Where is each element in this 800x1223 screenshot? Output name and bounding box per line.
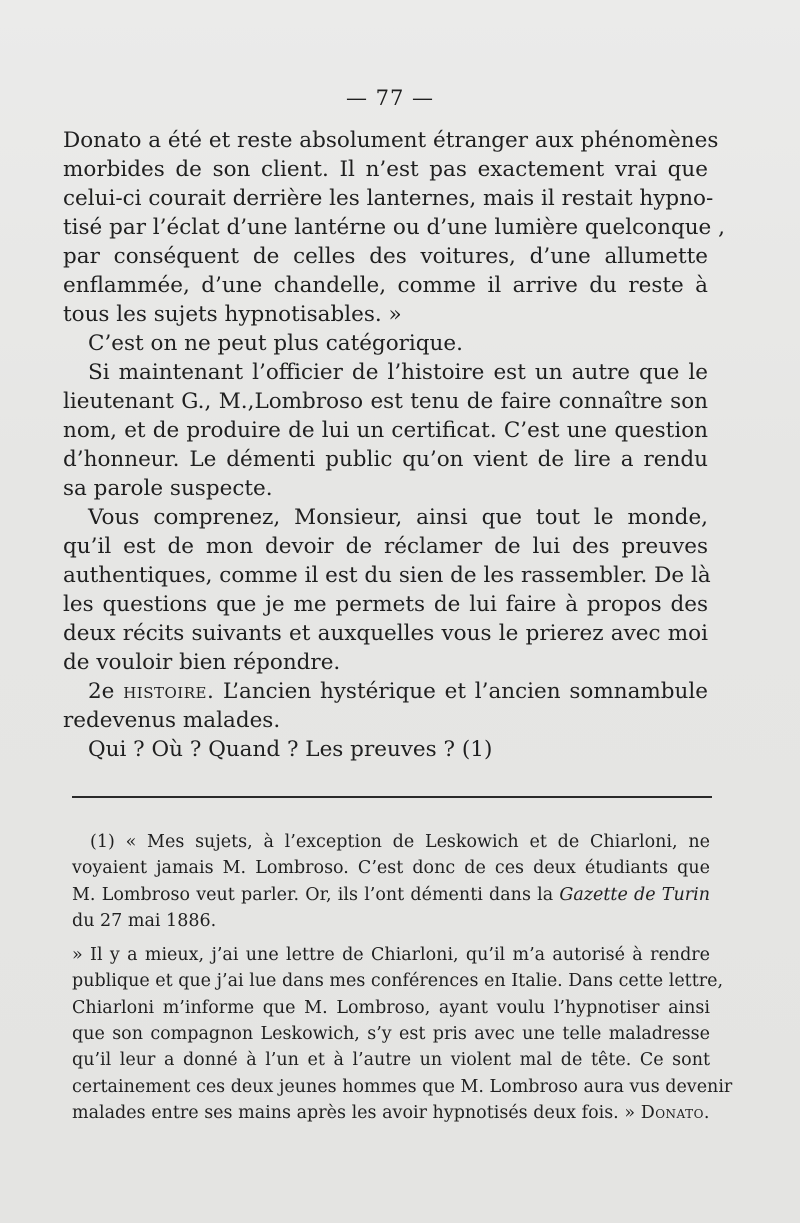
footnote-line [72,1100,710,1126]
text-line: tisé par l’éclat d’une lantérne ou d’une lumière quelconque , [63,215,725,240]
text-line: C’est on ne peut plus catégorique. [88,331,463,356]
signature: Donato. [640,1102,710,1123]
question-line: Qui ? Où ? Quand ? Les preuves ? (1) [88,737,493,762]
text-line: sa parole suspecte. [63,476,273,501]
page-number: — 77 — [345,86,435,110]
footnote-line-text: malades entre ses mains après les avoir hypnotisés deux fois. » [72,1102,636,1123]
text-line: authentiques, comme il est du sien de les rassembler. De là [63,563,711,588]
footnote-line: du 27 mai 1886. [72,910,217,931]
text-line: Donato a été et reste absolument étranger aux phénomènes [63,128,719,153]
gazette-title: Gazette de Turin [559,884,710,905]
text-line: nom, et de produire de lui un certificat. C’est une question [63,418,708,443]
footnote-line: Chiarloni m’informe que M. Lombroso, ayant voulu l’hypnotiser ainsi [72,997,710,1018]
text-line: les questions que je me permets de lui faire à propos des [63,592,708,617]
text-line: enflammée, d’une chandelle, comme il arrive du reste à [63,273,708,298]
text-line: tous les sujets hypnotisables. » [63,302,402,327]
text-line: celui-ci courait derrière les lanternes, mais il restait hypno- [63,186,714,211]
footnote [72,829,733,1126]
text-line: Si maintenant l’officier de l’histoire est un autre que le [88,360,708,385]
footnote-line: (1) « Mes sujets, à l’exception de Leskowich et de Chiarloni, ne [90,832,710,852]
text-line: d’honneur. Le démenti public qu’on vient de lire a rendu [63,447,708,472]
footnote-line: voyaient jamais M. Lombroso. C’est donc de ces deux étudiants que [72,858,710,879]
text-line: Vous comprenez, Monsieur, ainsi que tout le monde, [88,505,708,530]
footnote-separator [72,796,712,798]
text-line: deux récits suivants et auxquelles vous le prierez avec moi [63,621,708,646]
histoire-heading-line [63,677,708,706]
footnote-line [72,882,710,908]
histoire-number: 2e [88,679,115,704]
text-line: redevenus malades. [63,708,281,733]
main-text [63,126,725,764]
text-line: par conséquent de celles des voitures, d’une allumette [63,244,708,269]
footnote-line: certainement ces deux jeunes hommes que M. Lombroso aura vus devenir [72,1076,733,1097]
footnote-line: » Il y a mieux, j’ai une lettre de Chiarloni, qu’il m’a autorisé à rendre [72,945,710,966]
text-line: qu’il est de mon devoir de réclamer de lui des preuves [63,534,708,559]
histoire-text: L’ancien hystérique et l’ancien somnambule [214,679,708,704]
text-line: de vouloir bien répondre. [63,650,341,675]
footnote-line: publique et que j’ai lue dans mes conférences en Italie. Dans cette lettre, [72,971,724,992]
histoire-label: histoire. [123,679,215,704]
footnote-line: qu’il leur a donné à l’un et à l’autre un violent mal de tête. Ce sont [72,1050,710,1071]
footnote-line-text: M. Lombroso veut parler. Or, ils l’ont démenti dans la [72,884,554,905]
footnote-line: que son compagnon Leskowich, s’y est pris avec une telle maladresse [72,1024,710,1045]
text-line: morbides de son client. Il n’est pas exactement vrai que [63,157,708,182]
text-line: lieutenant G., M.,Lombroso est tenu de faire connaître son [63,389,708,414]
